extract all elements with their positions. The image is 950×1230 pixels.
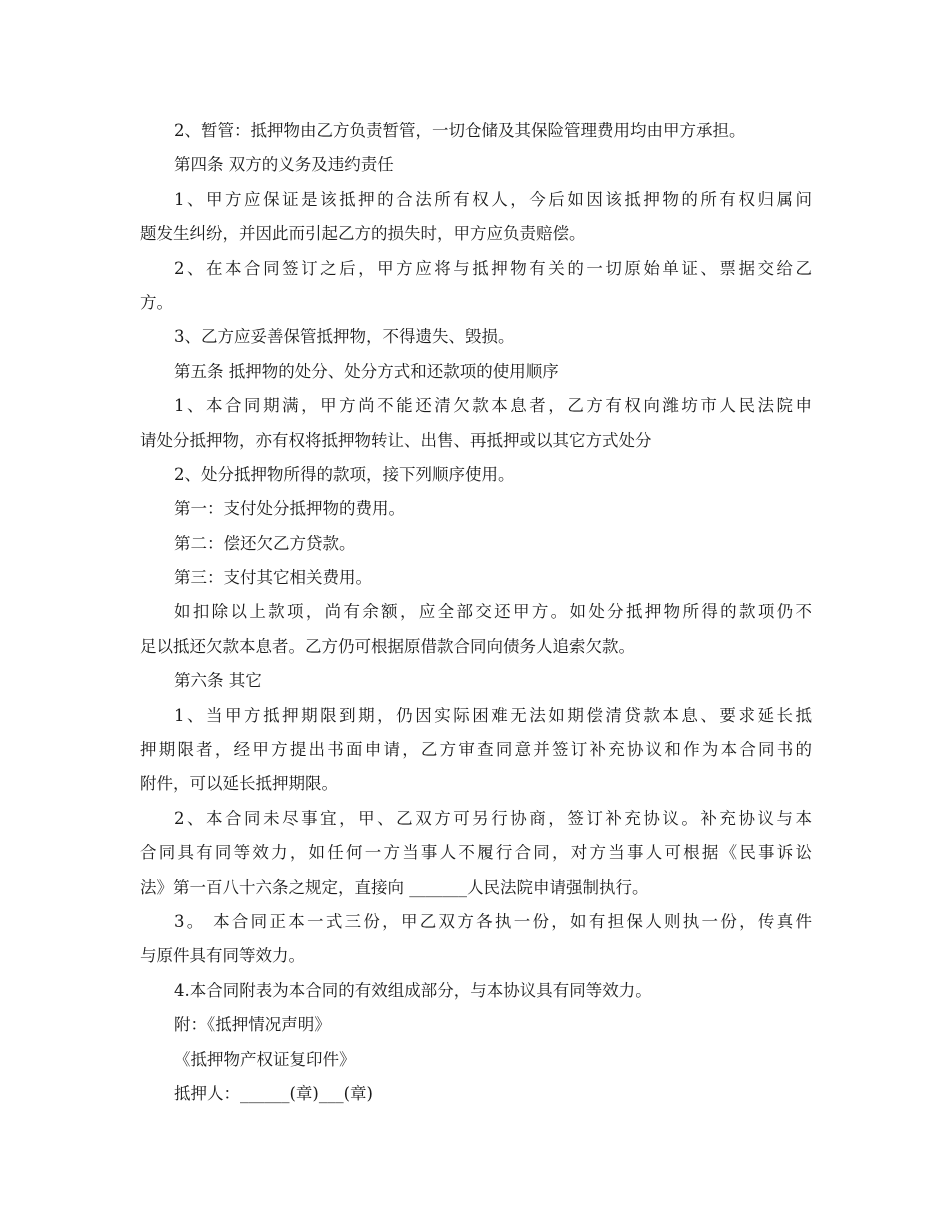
text-line-28: 《抵押物产权证复印件》 [174,1049,356,1069]
text-line-1: 2、暂管：抵押物由乙方负责暂管，一切仓储及其保险管理费用均由甲方承担。 [174,121,746,140]
text-line-21: 2、本合同未尽事宜，甲、乙双方可另行协商，签订补充协议。补充协议与本 [174,808,812,828]
text-line-7: 3、乙方应妥善保管抵押物，不得遗失、毁损。 [174,327,515,347]
text-line-15: 如扣除以上款项，尚有余额，应全部交还甲方。如处分抵押物所得的款项仍不 [174,602,812,622]
text-line-17: 第六条 其它 [174,671,262,691]
text-line-9: 1、本合同期满，甲方尚不能还清欠款本息者，乙方有权向潍坊市人民法院申 [174,396,812,416]
text-line-22: 合同具有同等效力，如任何一方当事人不履行合同，对方当事人可根据《民事诉讼 [140,843,812,863]
text-line-11: 2、处分抵押物所得的款项，接下列顺序使用。 [174,464,515,484]
text-line-25: 与原件具有同等效力。 [140,946,305,966]
text-line-13: 第二：偿还欠乙方贷款。 [174,533,356,553]
text-line-20: 附件，可以延长抵押期限。 [140,774,338,794]
text-line-5: 2、在本合同签订之后，甲方应将与抵押物有关的一切原始单证、票据交给乙 [174,258,812,278]
text-line-10: 请处分抵押物，亦有权将抵押物转让、出售、再抵押或以其它方式处分 [140,430,652,450]
text-line-18: 1、当甲方抵押期限到期，仍因实际困难无法如期偿清贷款本息、要求延长抵 [174,705,812,725]
text-line-26: 4.本合同附表为本合同的有效组成部分，与本协议具有同等效力。 [174,980,652,1000]
text-line-12: 第一：支付处分抵押物的费用。 [174,499,405,519]
text-line-14: 第三：支付其它相关费用。 [174,568,372,588]
document-body [140,114,812,1111]
text-line-27: 附：《抵押情况声明》 [174,1015,331,1035]
text-line-6: 方。 [140,292,173,312]
text-line-16: 足以抵还欠款本息者。乙方仍可根据原借款合同向债务人追索欠款。 [140,636,635,656]
text-line-3: 1、甲方应保证是该抵押的合法所有权人，今后如因该抵押物的所有权归属问 [174,189,812,209]
text-line-24: 3。 本合同正本一式三份，甲乙双方各执一份，如有担保人则执一份，传真件 [174,911,812,931]
text-line-29: 抵押人：______(章)___(章) [174,1083,373,1103]
text-line-23: 法》第一百八十六条之规定，直接向 _______人民法院申请强制执行。 [140,877,649,897]
text-line-8: 第五条 抵押物的处分、处分方式和还款项的使用顺序 [174,361,559,381]
text-line-19: 押期限者，经甲方提出书面申请，乙方审查同意并签订补充协议和作为本合同书的 [140,740,812,760]
text-line-2: 第四条 双方的义务及违约责任 [174,155,394,175]
text-line-4: 题发生纠纷，并因此而引起乙方的损失时，甲方应负责赔偿。 [140,224,586,244]
